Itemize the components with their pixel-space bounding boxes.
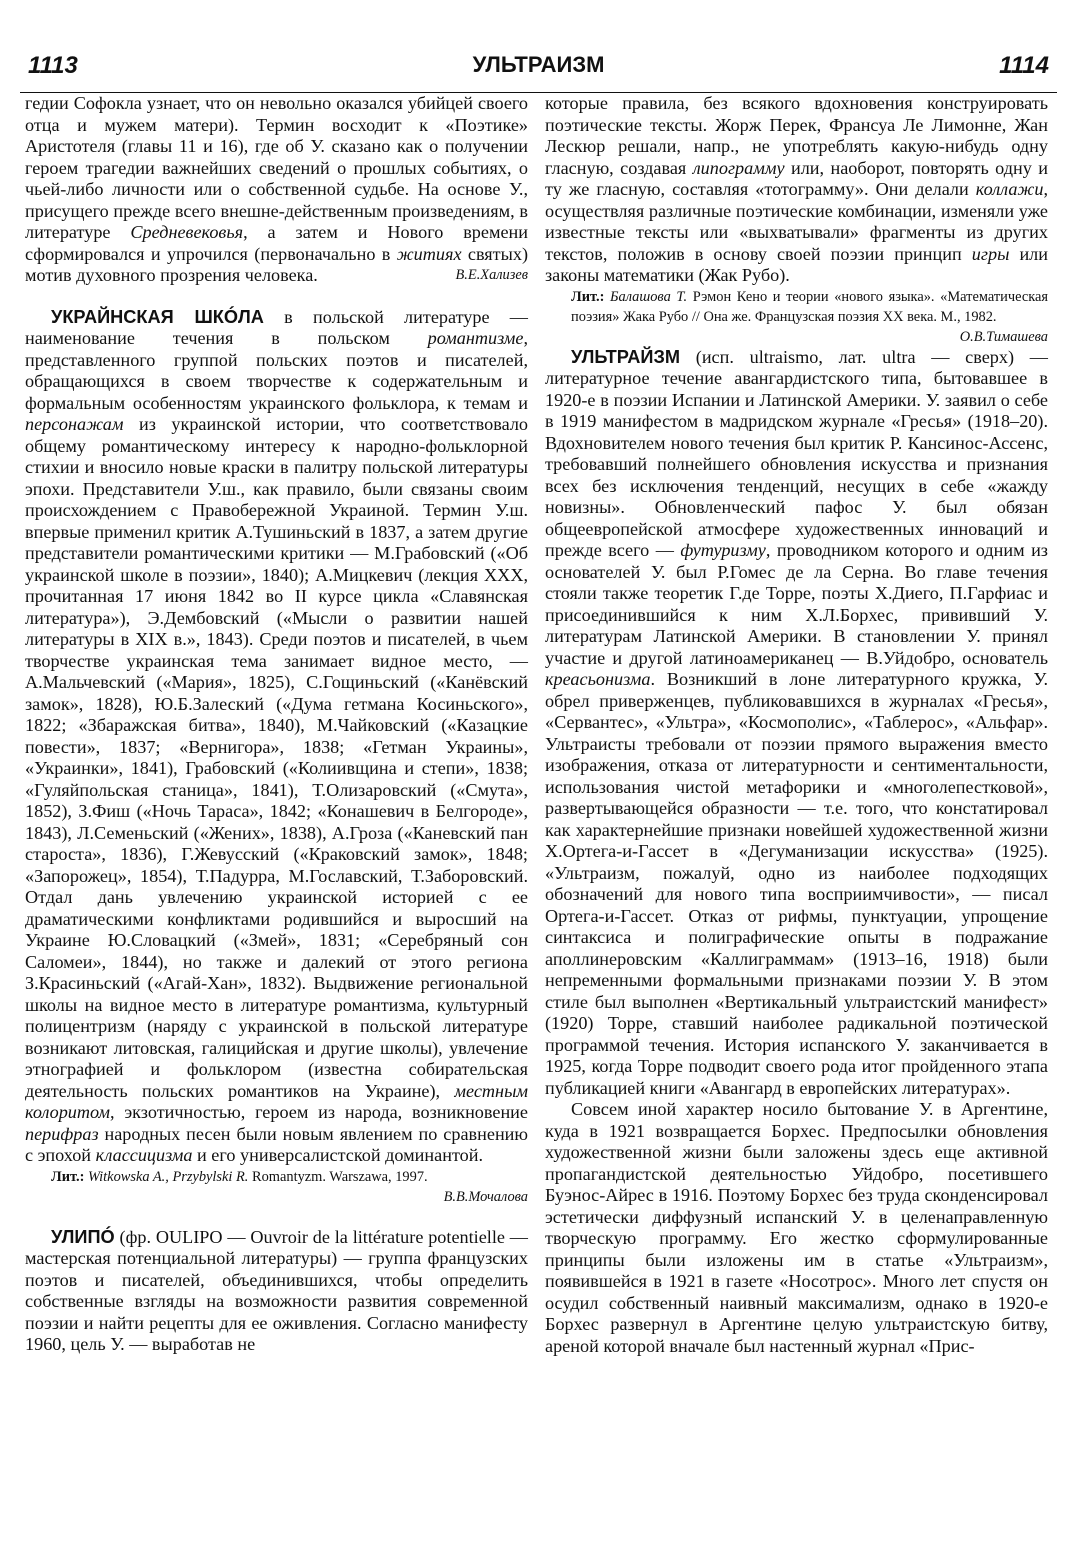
entry-heading: УКРАЙНСКАЯ ШКÓЛА	[51, 306, 264, 327]
author-signature: В.В.Мочалова	[443, 1188, 528, 1205]
entry-ukrainskaya-shkola: УКРАЙНСКАЯ ШКÓЛА в польской литературе — наименование течения в польском романтизме, представленного группой польских поэтов и писателей, обращающихся в своем творчестве к содержательным и формальным особенностям украинского фольклора, к темам и персонажам из украинской истории, что соответствовало общему романтическому интересу к народно-фольклорной стихии и вносило новые краски в палитру польской литературы эпохи. Представители У.ш., как правило, были связаны своим происхождением с Правобережной Украиной. Термин У.ш. впервые применил критик А.Тушиньский в 1837, а затем другие представители романтическими критики — М.Грабовский («Об украинской школе в поэзии», 1840); А.Мицкевич (лекция XXX, прочитанная 17 июня 1842 во II курсе цикла «Славянская литература»), Э.Дембовский («Мысли о развитии нашей литературы в XIX в.», 1843). Среди поэтов и писателей, в чьем творчестве украинская тема занимает видное место, — А.Мальчевский («Мария», 1825), С.Гощиньский («Канёвский замок», 1828), Ю.Б.Залеский («Дума гетмана Косиньского», 1822; «Збаражская битва», 1840), М.Чайковский («Казацкие повести», 1837; «Вернигора», 1838; «Гетман Украины», «Украинки», 1841), Грабовский («Колиивщина и степи», 1838; «Гуляйпольская станица», 1841), Т.Олизаровский («Смута», 1852), З.Фиш («Ночь Тараса», 1842; «Конашевич в Белгороде», 1843), Л.Семеньский («Жених», 1838), А.Гроза («Каневский пан староста», 1836), Г.Жевусский («Краковский замок», 1848; «Запорожец», 1854), Т.Падурра, М.Гославский, Т.Заборовский. Отдал дань увлечению украинской историей с ее драматическими конфликтами родившийся и выросший на Украине Ю.Словацкий («Змей», 1831; «Серебряный сон Саломеи», 1844), но также и далекий от этого региона З.Красиньский («Агай-Хан», 1832). Выдвижение региональной школы на видное место в литературе романтизма, культурный полицентризм (наряду с украинской в польской литературе возникают литовская, галицийская и другие школы), увлечение этнографией и фольклором (известна собирательская деятельность польских романтиков на Украине), местным колоритом, экзотичностью, героем из народа, возникновение перифраз народных песен были новым явлением по сравнению с эпохой классицизма и его универсалистской доминантой.	[25, 306, 528, 1165]
entry-ultraizm-paragraph-2: Совсем иной характер носило бытование У. в Аргентине, куда в 1921 возвращается Борхес. Предпосылки обновления художественной жизни были заложены здесь еще активной пропагандистской деятельностью Уйдобро, посетившего Буэнос-Айрес в 1916. Поэтому Борхес без труда сконденсировал эстетически диффузный испанский У. в целенаправленную творческую программу. Его жестко сформулированные принципы были изложены им в статье «Ультраизм», появившейся в 1921 в газете «Носотрос». Много лет спустя он осудил собственный наивный максимализм, однако в 1920-е Борхес развернул в Аргентине целую ультраистскую битву, ареной которой вначале был настенный журнал «Прис-	[545, 1099, 1048, 1356]
entry-ulipo: УЛИПÓ (фр. OULIPO — Ouvroir de la littérature potentielle — мастерская потенциальной литературы) — группа французских поэтов и писателей, объединившихся, чтобы определить собственные взгляды на возможности развития современной поэзии и найти рецепты для ее оживления. Согласно манифесту 1960, цель У. — выработав не	[25, 1226, 528, 1354]
entry-ultraizm: УЛЬТРАЙЗМ (исп. ultraismo, лат. ultra — сверх) — литературное течение авангардистского типа, бытовавшее в 1920-е в поэзии Испании и Латинской Америки. У. заявил о себе в 1919 манифестом в мадридском журнале «Гресья» (1918–20). Вдохновителем нового течения был критик Р. Кансинос-Ассенс, требовавший полнейшего обновления искусства и признания всех без исключения тенденций, несущих в себе «жажду новизны». Обновленческий пафос У. был обязан общеевропейской атмосфере художественных инноваций и прежде всего — футуризму, проводником которого и одним из основателей У. был Р.Гомес де ла Серна. Во главе течения стояли также теоретик Г.де Торре, поэты Х.Диего, П.Гарфиас и присоединившийся к ним Х.Л.Борхес, прививший У. литературам Латинской Америки. В становлении У. принял участие и другой латиноамериканец — В.Уйдобро, основатель креасьонизма. Возникший в лоне литературного кружка, У. обрел приверженцев, публиковавшихся в журналах «Гресья», «Сервантес», «Ультра», «Космополис», «Таблерос», «Альфар». Ультраисты требовали от поэзии прямого выражения вместо изображения, отказа от литературности и сентиментальности, использования чистой метафорики и «многолепестковой», развертывающейся образности — т.е. того, что констатировал как характернейшие признаки новейшей художественной жизни Х.Ортега-и-Гассет в «Дегуманизации искусства» (1925). «Ультраизм, пожалуй, одно из наиболее подходящих обозначений для нового типа восприимчивости», — писал Ортега-и-Гассет. Отказ от рифмы, пунктуации, упрощение синтаксиса и полиграфические опыты в подражание аполлинеровским «Каллиграммам» (1913–16, 1918) были непременными формальными признаками поэзии У. В этом стиле был выполнен «Вертикальный ультраистский манифест» (1920) Торре, ставший наиболее радикальной поэтической программой течения. История испанского У. заканчивается в 1925, когда Торре подводит своего рода итог пройденного этапа публикацией книги «Авангард в европейских литературах».	[545, 346, 1048, 1098]
page-number-left: 1113	[28, 52, 78, 79]
literature-reference: Лит.: Балашова Т. Рэмон Кено и теории «нового языка». «Математическая поэзия» Жака Рубо // Она же. Французская поэзия XX века. М., 1982. О.В.Тимашева	[571, 288, 1048, 345]
page-number-right: 1114	[999, 52, 1049, 79]
left-column	[25, 93, 528, 1356]
entry-heading: УЛЬТРАЙЗМ	[571, 346, 681, 367]
author-signature: В.Е.Хализев	[455, 267, 528, 283]
entry-ulipo-continued: которые правила, без всякого вдохновения конструировать поэтические тексты. Жорж Перек, Франсуа Ле Лимонне, Жан Лескюр решали, напр., не употреблять какую-нибудь одну гласную, создавая липограмму или, наоборот, повторять одну и ту же гласную, составляя «тотограмму». Они делали коллажи, осуществляя различные поэтические комбинации, изменяли уже известные тексты или «выхватывали» фрагменты из других текстов, положив в основу своей поэзии принцип игры или законы математики (Жак Рубо).	[545, 93, 1048, 285]
entry-heading: УЛИПÓ	[51, 1226, 115, 1247]
literature-reference: Лит.: Witkowska A., Przybylski R. Romantyzm. Warszawa, 1997.	[51, 1168, 428, 1185]
page-header	[20, 52, 1057, 93]
continued-entry: гедии Софокла узнает, что он невольно оказался убийцей своего отца и мужем матери). Термин восходит к «Поэтике» Аристотеля (главы 11 и 16), где об У. сказано как о получении героем трагедии важнейших сведений о прошлых событиях, о чьей-либо личности или о собственной судьбе. На основе У., присущего прежде всего внешне-действенным произведениям, в литературе Средневековья, а затем и Нового времени сформировался и упрочился (первоначально в житиях святых) мотив духовного прозрения человека. В.Е.Хализев	[25, 93, 529, 285]
right-column	[545, 93, 1048, 1357]
running-title: УЛЬТРАИЗМ	[472, 52, 605, 77]
author-signature: О.В.Тимашева	[959, 328, 1048, 345]
